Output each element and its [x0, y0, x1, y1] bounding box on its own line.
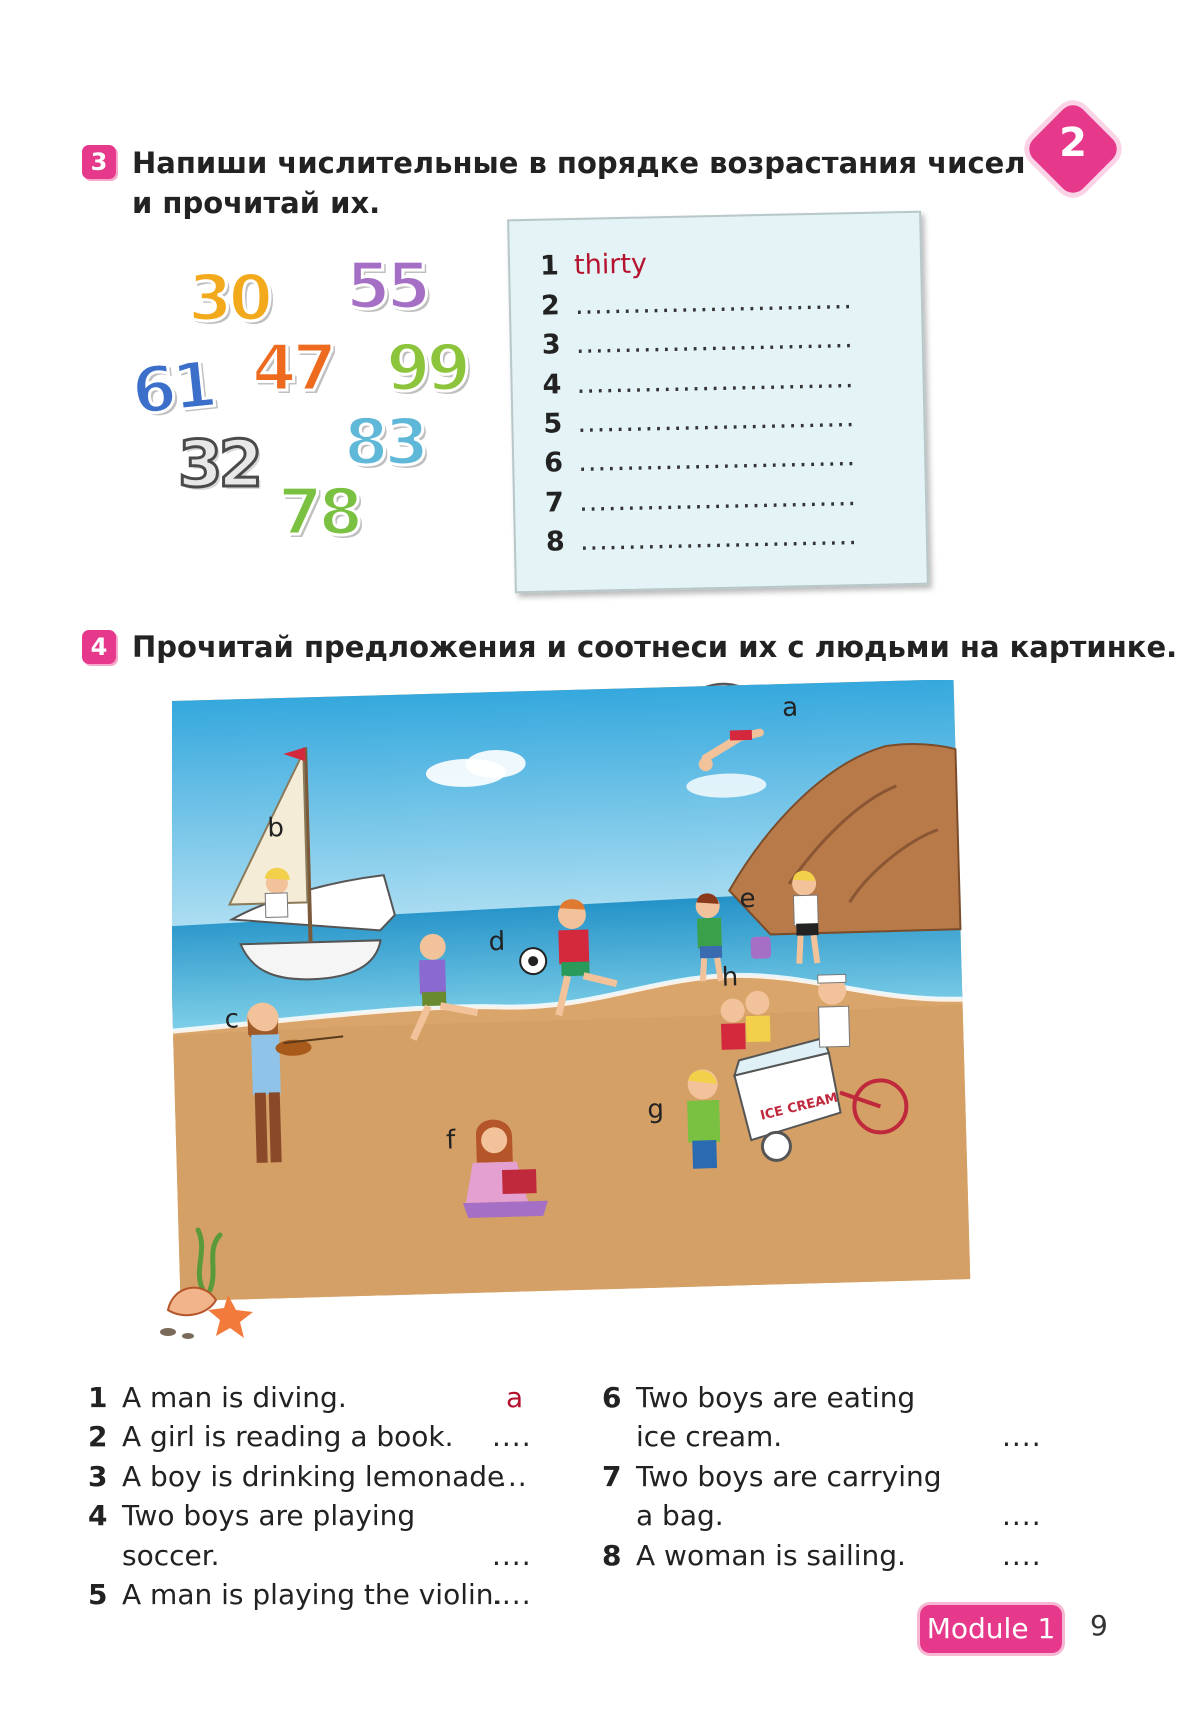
exercise-3-instruction-line1: Напиши числительные в порядке возрастания чисел — [132, 146, 1026, 180]
answer-row-7[interactable]: 7 ............................. — [544, 481, 858, 519]
exercise-3-badge: 3 — [82, 145, 116, 179]
sentence-1: 1 A man is diving. — [88, 1381, 347, 1414]
number-32: 32 — [178, 428, 260, 502]
number-30: 30 — [188, 262, 270, 336]
answer-row-2[interactable]: 2 ............................. — [540, 284, 854, 322]
sentence-2: 2 A girl is reading a book. — [88, 1420, 454, 1453]
sentence-3-answer-blank[interactable]: ... — [498, 1460, 528, 1493]
sentence-6-continuation: ice cream. — [636, 1420, 783, 1453]
answer-row-4[interactable]: 4 ............................. — [542, 363, 855, 401]
answer-row-3[interactable]: 3 ............................. — [541, 323, 854, 361]
number-47: 47 — [252, 332, 334, 406]
picture-label-b: b — [266, 812, 285, 844]
seashell-decoration — [148, 1220, 273, 1340]
sentence-5: 5 A man is playing the violin. — [88, 1578, 503, 1611]
sentence-6-answer-blank[interactable]: .... — [1002, 1420, 1042, 1453]
sentence-8-answer-blank[interactable]: .... — [1002, 1539, 1042, 1572]
number-83: 83 — [344, 406, 426, 480]
picture-label-c: c — [224, 1004, 240, 1035]
picture-label-g: g — [646, 1094, 665, 1125]
sentence-7: 7 Two boys are carrying — [602, 1460, 942, 1493]
picture-label-h: h — [721, 962, 739, 993]
sentence-4-continuation: soccer. — [122, 1539, 220, 1572]
sentence-5-answer-blank[interactable]: .... — [492, 1578, 532, 1611]
page-number: 9 — [1090, 1609, 1108, 1642]
number-55: 55 — [346, 250, 428, 324]
sentence-6: 6 Two boys are eating — [602, 1381, 916, 1414]
picture-label-e: e — [739, 883, 756, 915]
number-99: 99 — [386, 332, 468, 406]
sentence-4-answer-blank[interactable]: .... — [492, 1539, 532, 1572]
picture-label-f: f — [445, 1125, 456, 1156]
picture-label-d: d — [488, 926, 506, 958]
beach-scene-picture — [172, 680, 972, 1300]
sentence-7-continuation: a bag. — [636, 1499, 724, 1532]
ice-cream-cart-text: ICE CREAM — [758, 1090, 840, 1124]
answer-thirty: thirty — [573, 248, 648, 281]
sentence-1-answer: a — [506, 1381, 524, 1414]
answer-row-6[interactable]: 6 ............................. — [543, 441, 857, 479]
unit-number-badge — [1018, 94, 1128, 204]
exercise-4-badge: 4 — [82, 630, 116, 664]
answer-row-8[interactable]: 8 ............................. — [545, 520, 859, 558]
exercise-3-instruction-line2: и прочитай их. — [132, 186, 381, 220]
unit-number: 2 — [1059, 120, 1087, 166]
picture-label-a: a — [781, 692, 799, 724]
sentence-3: 3 A boy is drinking lemonade — [88, 1460, 505, 1493]
answer-row-5[interactable]: 5 ............................. — [543, 402, 856, 440]
answer-card — [507, 211, 929, 594]
number-78: 78 — [278, 476, 360, 550]
module-label: Module 1 — [920, 1605, 1062, 1653]
sentence-7-answer-blank[interactable]: .... — [1002, 1499, 1042, 1532]
answer-row-1: 1 thirty — [539, 248, 648, 282]
sentence-4: 4 Two boys are playing — [88, 1499, 416, 1532]
sentence-8: 8 A woman is sailing. — [602, 1539, 906, 1572]
number-61: 61 — [128, 347, 217, 431]
sentence-2-answer-blank[interactable]: .... — [492, 1420, 532, 1453]
numbers-cluster — [120, 240, 490, 560]
exercise-4-instruction: Прочитай предложения и соотнеси их с людьми на картинке. — [132, 630, 1178, 664]
